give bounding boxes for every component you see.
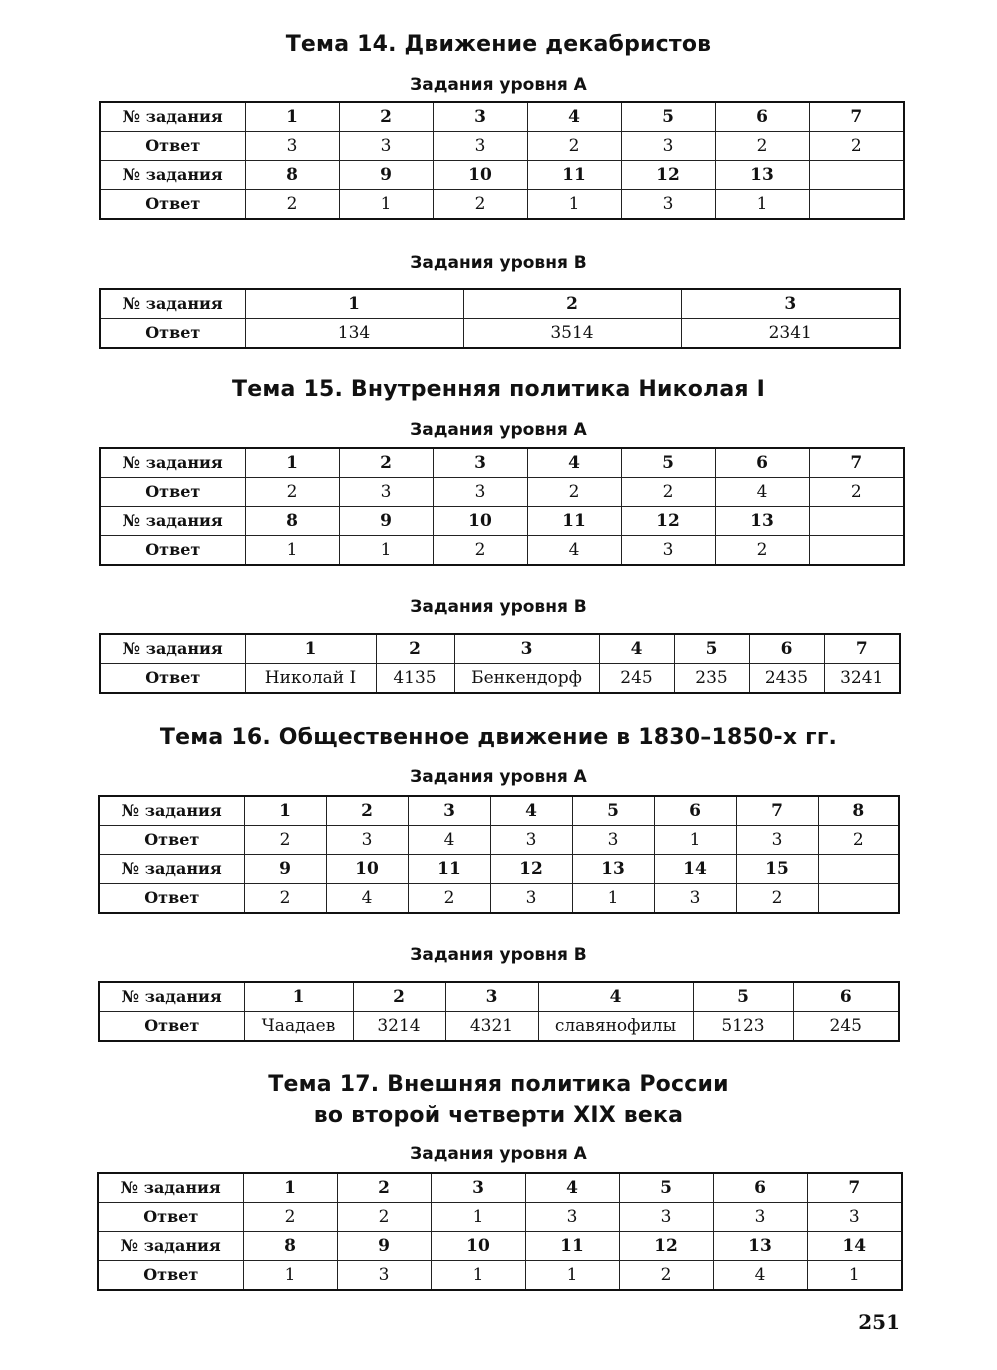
table-cell: 2 [463, 289, 681, 319]
table-cell: 2 [245, 190, 339, 220]
table-cell: 13 [715, 161, 809, 190]
answer-row [100, 664, 900, 694]
answers-table-16a [98, 795, 900, 914]
task-number-row [98, 1232, 902, 1261]
task-number-row [98, 1173, 902, 1203]
table-cell: Николай I [245, 664, 376, 694]
table-cell: 3 [445, 982, 538, 1012]
table-cell: славянофилы [538, 1012, 693, 1042]
table-cell: 2 [337, 1203, 431, 1232]
task-number-row [100, 161, 904, 190]
table-cell: 3 [433, 478, 527, 507]
task-number-row [100, 289, 900, 319]
table-cell: 11 [525, 1232, 619, 1261]
answers-table-14a [99, 101, 905, 220]
table-cell: 12 [621, 161, 715, 190]
table-cell: 3 [245, 132, 339, 161]
answer-row [100, 132, 904, 161]
table-cell: 3214 [353, 1012, 445, 1042]
row-header-cell: № задания [100, 289, 245, 319]
table-cell: 15 [736, 855, 818, 884]
table-cell: 7 [736, 796, 818, 826]
row-header-cell: № задания [99, 796, 244, 826]
table-cell: 8 [245, 507, 339, 536]
section-title-17-line2: во второй четверти XIX века [313, 1103, 684, 1128]
table-cell: 1 [572, 884, 654, 914]
table-cell: 2 [736, 884, 818, 914]
table-cell: 11 [527, 507, 621, 536]
level-a-label-14: Задания уровня А [410, 75, 587, 95]
table-cell: 10 [326, 855, 408, 884]
table-cell: 4135 [376, 664, 454, 694]
row-header-cell: № задания [100, 102, 245, 132]
table-cell [818, 855, 899, 884]
table-cell: 5 [621, 102, 715, 132]
table-cell: 7 [809, 448, 904, 478]
table-cell: 2 [809, 132, 904, 161]
table-cell: 6 [715, 448, 809, 478]
section-title-15: Тема 15. Внутренняя политика Николая I [232, 377, 765, 402]
table-cell: 3 [433, 132, 527, 161]
table-cell: 1 [525, 1261, 619, 1291]
answer-row [98, 1261, 902, 1291]
table-cell: 5 [572, 796, 654, 826]
answer-row [100, 319, 900, 349]
section-title-16: Тема 16. Общественное движение в 1830–1850-х гг. [159, 725, 838, 750]
table-cell: 12 [621, 507, 715, 536]
table-cell: 9 [339, 507, 433, 536]
table-cell: 3 [433, 102, 527, 132]
answer-row [99, 884, 899, 914]
table-cell: 4 [525, 1173, 619, 1203]
level-a-label-15: Задания уровня А [410, 420, 587, 440]
table-cell: 2 [376, 634, 454, 664]
row-header-cell: Ответ [99, 884, 244, 914]
row-header-cell: Ответ [100, 536, 245, 566]
table-cell: 5 [619, 1173, 713, 1203]
table-cell: 4 [408, 826, 490, 855]
table-cell: 7 [807, 1173, 902, 1203]
table-cell: 3514 [463, 319, 681, 349]
table-cell: 4 [538, 982, 693, 1012]
table-cell [809, 190, 904, 220]
row-header-cell: Ответ [100, 319, 245, 349]
table-cell: 245 [599, 664, 674, 694]
table-cell: 8 [818, 796, 899, 826]
table-cell: Чаадаев [244, 1012, 353, 1042]
table-cell: 3 [339, 132, 433, 161]
table-cell: 4 [527, 536, 621, 566]
table-cell: Бенкендорф [454, 664, 599, 694]
level-b-label-15: Задания уровня В [410, 597, 587, 617]
table-cell: 1 [654, 826, 736, 855]
table-cell: 2 [243, 1203, 337, 1232]
table-cell: 3 [525, 1203, 619, 1232]
section-title-14: Тема 14. Движение декабристов [285, 32, 712, 57]
table-cell: 5 [693, 982, 793, 1012]
table-cell: 4 [490, 796, 572, 826]
task-number-row [100, 102, 904, 132]
table-cell: 2 [433, 536, 527, 566]
answers-table-15a [99, 447, 905, 566]
task-number-row [99, 855, 899, 884]
answers-table-15b [99, 633, 901, 694]
table-cell: 1 [244, 982, 353, 1012]
table-cell: 13 [572, 855, 654, 884]
table-cell: 1 [243, 1173, 337, 1203]
table-cell: 6 [715, 102, 809, 132]
answer-row [99, 1012, 899, 1042]
table-cell: 1 [245, 536, 339, 566]
table-cell: 2 [408, 884, 490, 914]
table-cell: 2 [339, 448, 433, 478]
table-cell [809, 536, 904, 566]
row-header-cell: Ответ [100, 478, 245, 507]
table-cell: 2 [809, 478, 904, 507]
table-cell: 3 [736, 826, 818, 855]
table-cell: 13 [715, 507, 809, 536]
level-a-label-17: Задания уровня А [410, 1144, 587, 1164]
table-cell: 8 [245, 161, 339, 190]
table-cell: 3 [621, 132, 715, 161]
row-header-cell: № задания [98, 1232, 243, 1261]
table-cell: 14 [807, 1232, 902, 1261]
table-cell: 3 [337, 1261, 431, 1291]
table-cell: 4 [715, 478, 809, 507]
answer-row [100, 478, 904, 507]
row-header-cell: Ответ [98, 1261, 243, 1291]
table-cell: 2 [339, 102, 433, 132]
table-cell: 10 [433, 161, 527, 190]
level-a-label-16: Задания уровня А [410, 767, 587, 787]
table-cell: 9 [339, 161, 433, 190]
table-cell: 3 [326, 826, 408, 855]
table-cell: 10 [433, 507, 527, 536]
table-cell: 12 [490, 855, 572, 884]
table-cell: 1 [431, 1261, 525, 1291]
table-cell: 4 [713, 1261, 807, 1291]
level-b-label-14: Задания уровня В [410, 253, 587, 273]
table-cell: 4321 [445, 1012, 538, 1042]
table-cell [809, 507, 904, 536]
answer-row [98, 1203, 902, 1232]
row-header-cell: № задания [100, 507, 245, 536]
table-cell: 2 [337, 1173, 431, 1203]
table-cell: 4 [326, 884, 408, 914]
table-cell: 3 [490, 884, 572, 914]
task-number-row [100, 634, 900, 664]
table-cell: 4 [599, 634, 674, 664]
answer-row [99, 826, 899, 855]
table-cell: 3 [431, 1173, 525, 1203]
table-cell: 2 [621, 478, 715, 507]
row-header-cell: Ответ [100, 132, 245, 161]
table-cell: 1 [431, 1203, 525, 1232]
table-cell: 134 [245, 319, 463, 349]
answer-row [100, 190, 904, 220]
section-title-17-line1: Тема 17. Внешняя политика России [268, 1072, 729, 1097]
table-cell: 1 [715, 190, 809, 220]
table-cell: 1 [245, 289, 463, 319]
page-number: 251 [858, 1310, 900, 1334]
table-cell: 5 [674, 634, 749, 664]
table-cell: 9 [337, 1232, 431, 1261]
table-cell: 3 [621, 536, 715, 566]
table-cell: 8 [243, 1232, 337, 1261]
table-cell: 13 [713, 1232, 807, 1261]
table-cell: 3 [713, 1203, 807, 1232]
row-header-cell: № задания [100, 634, 245, 664]
task-number-row [100, 448, 904, 478]
table-cell: 2 [527, 132, 621, 161]
table-cell: 1 [339, 190, 433, 220]
table-cell: 2341 [681, 319, 900, 349]
table-cell: 1 [245, 448, 339, 478]
row-header-cell: Ответ [99, 826, 244, 855]
table-cell: 10 [431, 1232, 525, 1261]
table-cell: 2 [527, 478, 621, 507]
table-cell: 1 [245, 102, 339, 132]
table-cell: 6 [654, 796, 736, 826]
table-cell: 3 [807, 1203, 902, 1232]
row-header-cell: № задания [99, 855, 244, 884]
answers-table-17a [97, 1172, 903, 1291]
table-cell: 1 [243, 1261, 337, 1291]
table-cell: 2 [244, 884, 326, 914]
table-cell: 2 [244, 826, 326, 855]
table-cell: 1 [244, 796, 326, 826]
table-cell: 3 [654, 884, 736, 914]
row-header-cell: № задания [100, 161, 245, 190]
table-cell: 235 [674, 664, 749, 694]
table-cell: 5123 [693, 1012, 793, 1042]
table-cell: 3 [621, 190, 715, 220]
table-cell: 4 [527, 102, 621, 132]
table-cell: 1 [807, 1261, 902, 1291]
answer-row [100, 536, 904, 566]
table-cell [809, 161, 904, 190]
table-cell: 12 [619, 1232, 713, 1261]
table-cell: 2 [619, 1261, 713, 1291]
table-cell: 3 [490, 826, 572, 855]
row-header-cell: Ответ [100, 190, 245, 220]
table-cell: 6 [749, 634, 824, 664]
table-cell: 11 [408, 855, 490, 884]
table-cell: 3 [408, 796, 490, 826]
row-header-cell: № задания [98, 1173, 243, 1203]
table-cell: 3241 [824, 664, 900, 694]
table-cell: 4 [527, 448, 621, 478]
table-cell: 1 [339, 536, 433, 566]
row-header-cell: Ответ [98, 1203, 243, 1232]
row-header-cell: Ответ [99, 1012, 244, 1042]
row-header-cell: № задания [99, 982, 244, 1012]
task-number-row [100, 507, 904, 536]
level-b-label-16: Задания уровня В [410, 945, 587, 965]
table-cell: 2 [715, 132, 809, 161]
table-cell: 2435 [749, 664, 824, 694]
table-cell: 1 [527, 190, 621, 220]
task-number-row [99, 796, 899, 826]
table-cell: 3 [619, 1203, 713, 1232]
table-cell: 6 [793, 982, 899, 1012]
table-cell: 2 [818, 826, 899, 855]
table-cell: 1 [245, 634, 376, 664]
table-cell: 3 [433, 448, 527, 478]
table-cell: 2 [715, 536, 809, 566]
table-cell: 3 [454, 634, 599, 664]
row-header-cell: № задания [100, 448, 245, 478]
table-cell [818, 884, 899, 914]
table-cell: 2 [326, 796, 408, 826]
table-cell: 9 [244, 855, 326, 884]
table-cell: 2 [433, 190, 527, 220]
table-cell: 245 [793, 1012, 899, 1042]
table-cell: 7 [824, 634, 900, 664]
table-cell: 2 [353, 982, 445, 1012]
table-cell: 5 [621, 448, 715, 478]
task-number-row [99, 982, 899, 1012]
table-cell: 3 [339, 478, 433, 507]
table-cell: 11 [527, 161, 621, 190]
table-cell: 3 [681, 289, 900, 319]
table-cell: 3 [572, 826, 654, 855]
table-cell: 7 [809, 102, 904, 132]
table-cell: 14 [654, 855, 736, 884]
answers-table-14b [99, 288, 901, 349]
answers-table-16b [98, 981, 900, 1042]
row-header-cell: Ответ [100, 664, 245, 694]
table-cell: 6 [713, 1173, 807, 1203]
table-cell: 2 [245, 478, 339, 507]
